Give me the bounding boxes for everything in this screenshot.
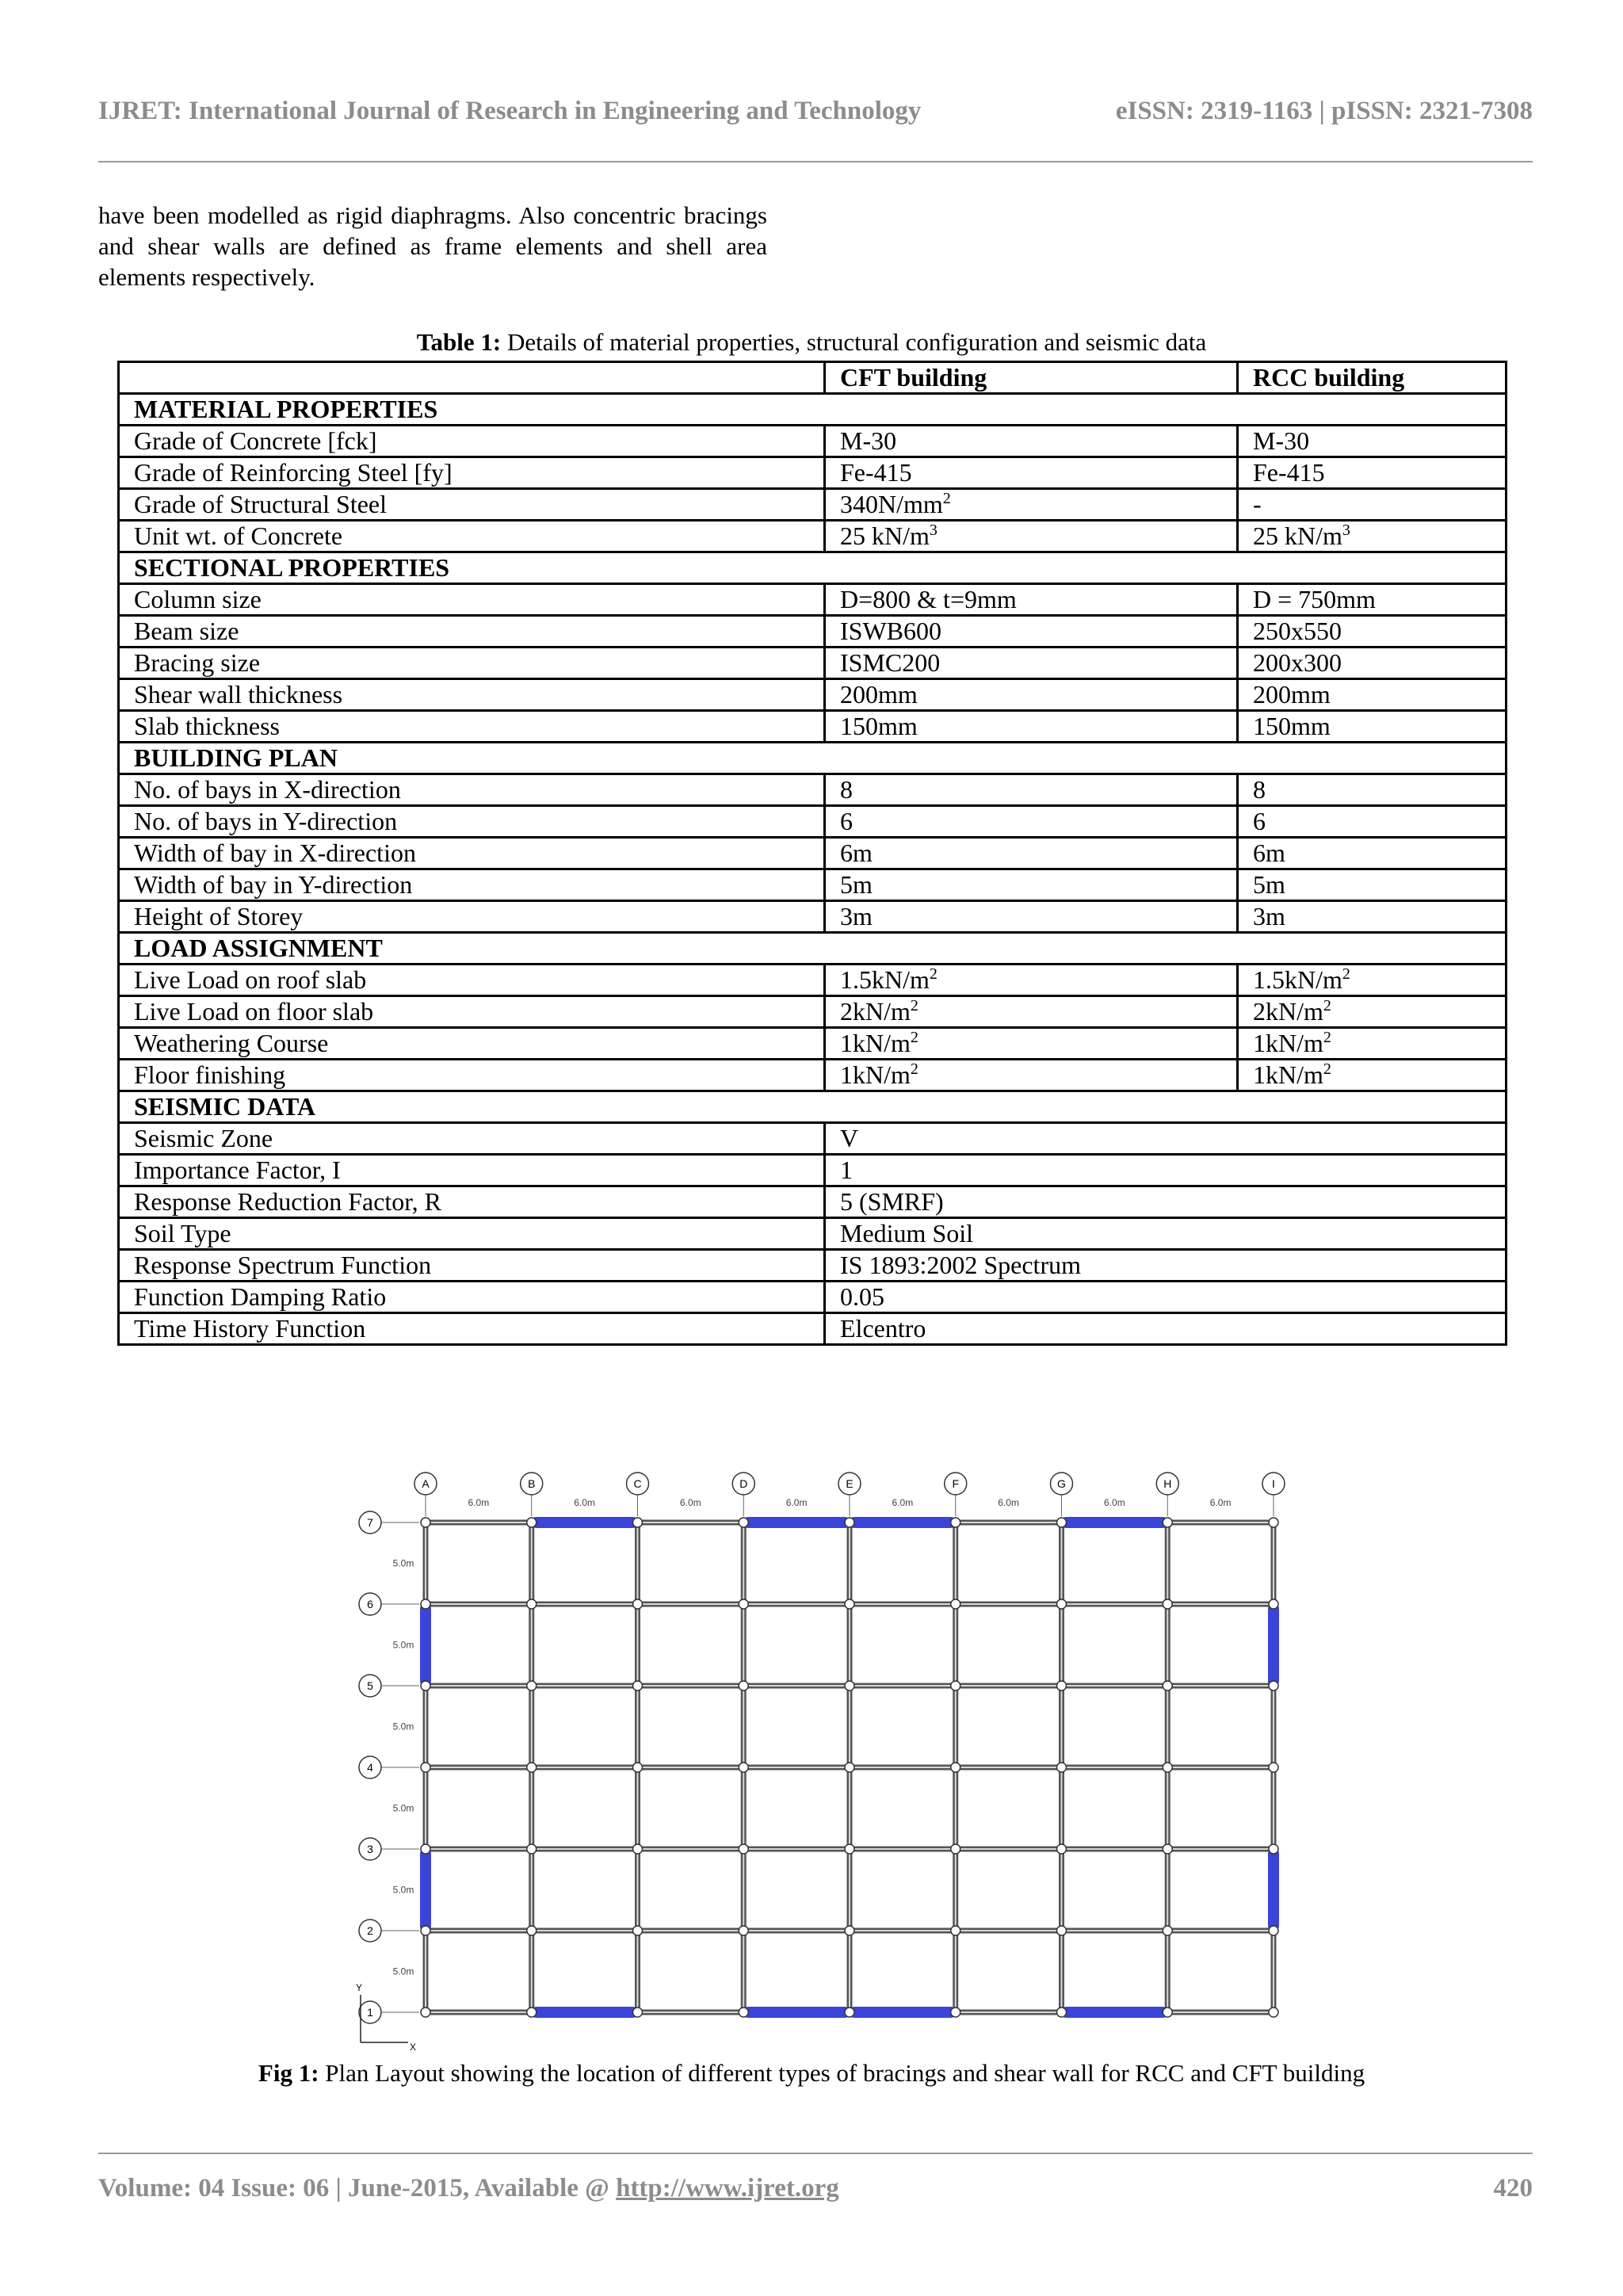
cft-value: ISMC200 — [825, 648, 1238, 679]
joint-node — [421, 1926, 430, 1935]
joint-node — [1057, 1599, 1067, 1609]
joint-node — [633, 1926, 643, 1935]
rcc-value: $2kN/m^2$ — [1238, 996, 1507, 1028]
joint-node — [421, 1844, 430, 1854]
bay-dimension-x: 6.0m — [468, 1497, 490, 1508]
joint-node — [739, 2008, 748, 2017]
row-label: Seismic Zone — [119, 1123, 825, 1155]
row-label: Bracing size — [119, 648, 825, 679]
table-row — [119, 711, 1507, 743]
axis-y-label: Y — [356, 1982, 363, 1993]
superscript: 3 — [1342, 521, 1350, 539]
row-label: Unit wt. of Concrete — [119, 521, 825, 552]
joint-node — [527, 1681, 537, 1690]
joint-node — [527, 1599, 537, 1609]
shared-value: 5 (SMRF) — [825, 1186, 1507, 1218]
row-label: Live Load on roof slab — [119, 965, 825, 996]
page-footer — [98, 2174, 1533, 2203]
grid-label-y: 1 — [367, 2006, 373, 2019]
properties-table — [117, 361, 1507, 1346]
joint-node — [1163, 1518, 1172, 1527]
table-row — [119, 1186, 1507, 1218]
joint-node — [845, 1681, 854, 1690]
footer-volume: Volume: 04 Issue: 06 | June-2015, Available @ — [98, 2174, 617, 2202]
rcc-value: 250x550 — [1238, 616, 1507, 648]
section-row — [119, 933, 1507, 965]
section-title: SEISMIC DATA — [119, 1091, 1507, 1123]
table-row — [119, 774, 1507, 806]
shared-value: Elcentro — [825, 1313, 1507, 1345]
shared-value: IS 1893:2002 Spectrum — [825, 1250, 1507, 1282]
row-label: Shear wall thickness — [119, 679, 825, 711]
section-row — [119, 1091, 1507, 1123]
bay-dimension-y: 5.0m — [392, 1721, 414, 1733]
row-label: Width of bay in Y-direction — [119, 869, 825, 901]
table-row — [119, 489, 1507, 521]
joint-node — [1057, 1926, 1067, 1935]
cft-value: $2kN/m^2$ — [825, 996, 1238, 1028]
axis-x-label: X — [410, 2042, 417, 2051]
joint-node — [845, 1763, 854, 1772]
rcc-value: M-30 — [1238, 426, 1507, 457]
bay-dimension-x: 6.0m — [998, 1497, 1019, 1508]
shared-value: 1 — [825, 1155, 1507, 1186]
shared-value: 0.05 — [825, 1282, 1507, 1313]
joint-node — [739, 1681, 748, 1690]
table-row — [119, 648, 1507, 679]
table-row — [119, 1060, 1507, 1091]
table-row — [119, 965, 1507, 996]
section-row — [119, 743, 1507, 774]
cft-value: 25 $kN/m^3$ — [825, 521, 1238, 552]
table-row — [119, 806, 1507, 838]
row-label: Height of Storey — [119, 901, 825, 933]
joint-node — [1269, 1926, 1278, 1935]
superscript: 2 — [929, 965, 938, 983]
superscript: 2 — [1342, 965, 1350, 983]
row-label: Weathering Course — [119, 1028, 825, 1060]
superscript: 3 — [929, 521, 938, 539]
header-rule — [98, 161, 1533, 162]
figure-caption-text: Plan Layout showing the location of different types of bracings and shear wall for RCC and CFT building — [319, 2059, 1365, 2087]
joint-node — [845, 1599, 854, 1609]
joint-node — [633, 1599, 643, 1609]
cft-value: $340N/mm^2$ — [825, 489, 1238, 521]
issn-text: eISSN: 2319-1163 | pISSN: 2321-7308 — [1115, 97, 1533, 125]
joint-node — [633, 1763, 643, 1772]
superscript: 2 — [1323, 997, 1331, 1014]
superscript: 2 — [910, 1029, 918, 1046]
grid-label-x: C — [633, 1477, 642, 1490]
rcc-value: $1kN/m^2$ — [1238, 1028, 1507, 1060]
joint-node — [1057, 1518, 1067, 1527]
joint-node — [1269, 1763, 1278, 1772]
joint-node — [1057, 1844, 1067, 1854]
cft-value: M-30 — [825, 426, 1238, 457]
row-label: Time History Function — [119, 1313, 825, 1345]
footer-link[interactable]: http://www.ijret.org — [616, 2174, 839, 2202]
joint-node — [527, 2008, 537, 2017]
bay-dimension-y: 5.0m — [392, 1884, 414, 1896]
grid-label-y: 4 — [367, 1761, 373, 1774]
table-row — [119, 1028, 1507, 1060]
rcc-value: 200x300 — [1238, 648, 1507, 679]
row-label: Slab thickness — [119, 711, 825, 743]
joint-node — [845, 2008, 854, 2017]
row-label: Beam size — [119, 616, 825, 648]
rcc-value: 25 $kN/m^3$ — [1238, 521, 1507, 552]
bay-dimension-x: 6.0m — [574, 1497, 595, 1508]
grid-label-x: G — [1057, 1477, 1066, 1490]
grid-label-x: E — [846, 1477, 854, 1490]
row-label: Grade of Reinforcing Steel [fy] — [119, 457, 825, 489]
shared-value: V — [825, 1123, 1507, 1155]
joint-node — [1163, 1926, 1172, 1935]
row-label: Floor finishing — [119, 1060, 825, 1091]
section-title: LOAD ASSIGNMENT — [119, 933, 1507, 965]
table-row — [119, 616, 1507, 648]
rcc-value: 150mm — [1238, 711, 1507, 743]
intro-paragraph: have been modelled as rigid diaphragms. Also concentric bracings and shear walls are defined as frame elements and shell area elements respectively. — [98, 201, 767, 291]
grid-label-x: F — [952, 1477, 960, 1490]
rcc-value: 5m — [1238, 869, 1507, 901]
table-row — [119, 1282, 1507, 1313]
joint-node — [845, 1926, 854, 1935]
rcc-value: 6 — [1238, 806, 1507, 838]
row-label: Grade of Concrete [fck] — [119, 426, 825, 457]
joint-node — [1269, 1844, 1278, 1854]
cft-value: 6m — [825, 838, 1238, 869]
joint-node — [739, 1926, 748, 1935]
bay-dimension-x: 6.0m — [1209, 1497, 1232, 1508]
joint-node — [951, 1926, 960, 1935]
joint-node — [951, 1599, 960, 1609]
joint-node — [421, 1518, 430, 1527]
joint-node — [845, 1844, 854, 1854]
joint-node — [951, 1763, 960, 1772]
grid-label-x: D — [739, 1477, 748, 1490]
superscript: 2 — [910, 1060, 918, 1078]
joint-node — [527, 1763, 537, 1772]
joint-node — [1269, 1681, 1278, 1690]
joint-node — [1163, 1763, 1172, 1772]
rcc-value: 3m — [1238, 901, 1507, 933]
row-label: Live Load on floor slab — [119, 996, 825, 1028]
rcc-value: D = 750mm — [1238, 584, 1507, 616]
row-label: Width of bay in X-direction — [119, 838, 825, 869]
rcc-value: $1kN/m^2$ — [1238, 1060, 1507, 1091]
header-rcc: RCC building — [1238, 362, 1507, 394]
cft-value: ISWB600 — [825, 616, 1238, 648]
joint-node — [527, 1518, 537, 1527]
table-row — [119, 1250, 1507, 1282]
joint-node — [1269, 1599, 1278, 1609]
rcc-value: - — [1238, 489, 1507, 521]
section-title: SECTIONAL PROPERTIES — [119, 552, 1507, 584]
header-cft: CFT building — [825, 362, 1238, 394]
grid-label-x: B — [528, 1477, 536, 1490]
joint-node — [739, 1763, 748, 1772]
rcc-value: 6m — [1238, 838, 1507, 869]
page-number: 420 — [1493, 2174, 1533, 2202]
table-row — [119, 1313, 1507, 1345]
table-row — [119, 901, 1507, 933]
joint-node — [1057, 2008, 1067, 2017]
cft-value: D=800 & t=9mm — [825, 584, 1238, 616]
joint-node — [951, 1681, 960, 1690]
joint-node — [633, 2008, 643, 2017]
joint-node — [739, 1599, 748, 1609]
joint-node — [1269, 2008, 1278, 2017]
grid-label-x: A — [422, 1477, 430, 1490]
row-label: Column size — [119, 584, 825, 616]
row-label: No. of bays in X-direction — [119, 774, 825, 806]
rcc-value: Fe-415 — [1238, 457, 1507, 489]
joint-node — [527, 1926, 537, 1935]
cft-value: 6 — [825, 806, 1238, 838]
table-row — [119, 426, 1507, 457]
joint-node — [421, 2008, 430, 2017]
header-empty-cell — [119, 362, 825, 394]
joint-node — [1163, 1681, 1172, 1690]
rcc-value: $1.5kN/m^2$ — [1238, 965, 1507, 996]
table-row — [119, 1155, 1507, 1186]
table-caption-label: Table 1: — [416, 328, 502, 356]
plan-layout-figure — [346, 1460, 1289, 2051]
bay-dimension-x: 6.0m — [680, 1497, 701, 1508]
joint-node — [633, 1518, 643, 1527]
journal-title: IJRET: International Journal of Research in Engineering and Technology — [98, 97, 922, 125]
row-label: Importance Factor, I — [119, 1155, 825, 1186]
table-row — [119, 1123, 1507, 1155]
bay-dimension-y: 5.0m — [392, 1557, 414, 1569]
bay-dimension-x: 6.0m — [785, 1497, 808, 1508]
joint-node — [527, 1844, 537, 1854]
cft-value: 150mm — [825, 711, 1238, 743]
table-row — [119, 1218, 1507, 1250]
section-row — [119, 394, 1507, 426]
table-row — [119, 679, 1507, 711]
joint-node — [739, 1518, 748, 1527]
rcc-value: 200mm — [1238, 679, 1507, 711]
joint-node — [1057, 1681, 1067, 1690]
joint-node — [1163, 1599, 1172, 1609]
joint-node — [1057, 1763, 1067, 1772]
superscript: 2 — [1323, 1029, 1331, 1046]
row-label: Grade of Structural Steel — [119, 489, 825, 521]
row-label: No. of bays in Y-direction — [119, 806, 825, 838]
figure-caption — [0, 2059, 1623, 2088]
table-row — [119, 996, 1507, 1028]
cft-value: 5m — [825, 869, 1238, 901]
grid-label-y: 6 — [367, 1598, 373, 1610]
table-row — [119, 584, 1507, 616]
cft-value: Fe-415 — [825, 457, 1238, 489]
joint-node — [421, 1599, 430, 1609]
cft-value: $1kN/m^2$ — [825, 1060, 1238, 1091]
cft-value: $1.5kN/m^2$ — [825, 965, 1238, 996]
page-header — [98, 97, 1533, 138]
cft-value: 3m — [825, 901, 1238, 933]
superscript: 2 — [1323, 1060, 1331, 1078]
row-label: Response Spectrum Function — [119, 1250, 825, 1282]
bay-dimension-y: 5.0m — [392, 1966, 414, 1977]
table-row — [119, 521, 1507, 552]
joint-node — [1163, 1844, 1172, 1854]
superscript: 2 — [910, 997, 918, 1014]
cft-value: $1kN/m^2$ — [825, 1028, 1238, 1060]
figure-caption-label: Fig 1: — [258, 2059, 319, 2087]
table-row — [119, 869, 1507, 901]
joint-node — [845, 1518, 854, 1527]
section-title: BUILDING PLAN — [119, 743, 1507, 774]
superscript: 2 — [942, 490, 951, 507]
section-title: MATERIAL PROPERTIES — [119, 394, 1507, 426]
table-row — [119, 457, 1507, 489]
bay-dimension-y: 5.0m — [392, 1639, 414, 1651]
row-label: Soil Type — [119, 1218, 825, 1250]
joint-node — [951, 1844, 960, 1854]
joint-node — [951, 2008, 960, 2017]
section-row — [119, 552, 1507, 584]
table-row — [119, 838, 1507, 869]
joint-node — [739, 1844, 748, 1854]
table-caption-text: Details of material properties, structural configuration and seismic data — [501, 328, 1207, 356]
shared-value: Medium Soil — [825, 1218, 1507, 1250]
grid-label-y: 7 — [367, 1516, 373, 1529]
joint-node — [421, 1763, 430, 1772]
table-header-row — [119, 362, 1507, 394]
joint-node — [633, 1844, 643, 1854]
cft-value: 8 — [825, 774, 1238, 806]
footer-rule — [98, 2153, 1533, 2154]
joint-node — [421, 1681, 430, 1690]
grid-label-y: 5 — [367, 1679, 373, 1692]
properties-table-body — [119, 362, 1507, 1345]
grid-label-x: H — [1163, 1477, 1172, 1490]
joint-node — [633, 1681, 643, 1690]
joint-node — [951, 1518, 960, 1527]
bay-dimension-x: 6.0m — [1104, 1497, 1125, 1508]
table-caption — [0, 328, 1623, 357]
bay-dimension-x: 6.0m — [892, 1497, 914, 1508]
grid-label-y: 2 — [367, 1924, 373, 1937]
joint-node — [1269, 1518, 1278, 1527]
cft-value: 200mm — [825, 679, 1238, 711]
bay-dimension-y: 5.0m — [392, 1802, 414, 1814]
row-label: Function Damping Ratio — [119, 1282, 825, 1313]
rcc-value: 8 — [1238, 774, 1507, 806]
joint-node — [1163, 2008, 1172, 2017]
grid-label-y: 3 — [367, 1843, 373, 1855]
grid-label-x: I — [1272, 1477, 1275, 1490]
row-label: Response Reduction Factor, R — [119, 1186, 825, 1218]
